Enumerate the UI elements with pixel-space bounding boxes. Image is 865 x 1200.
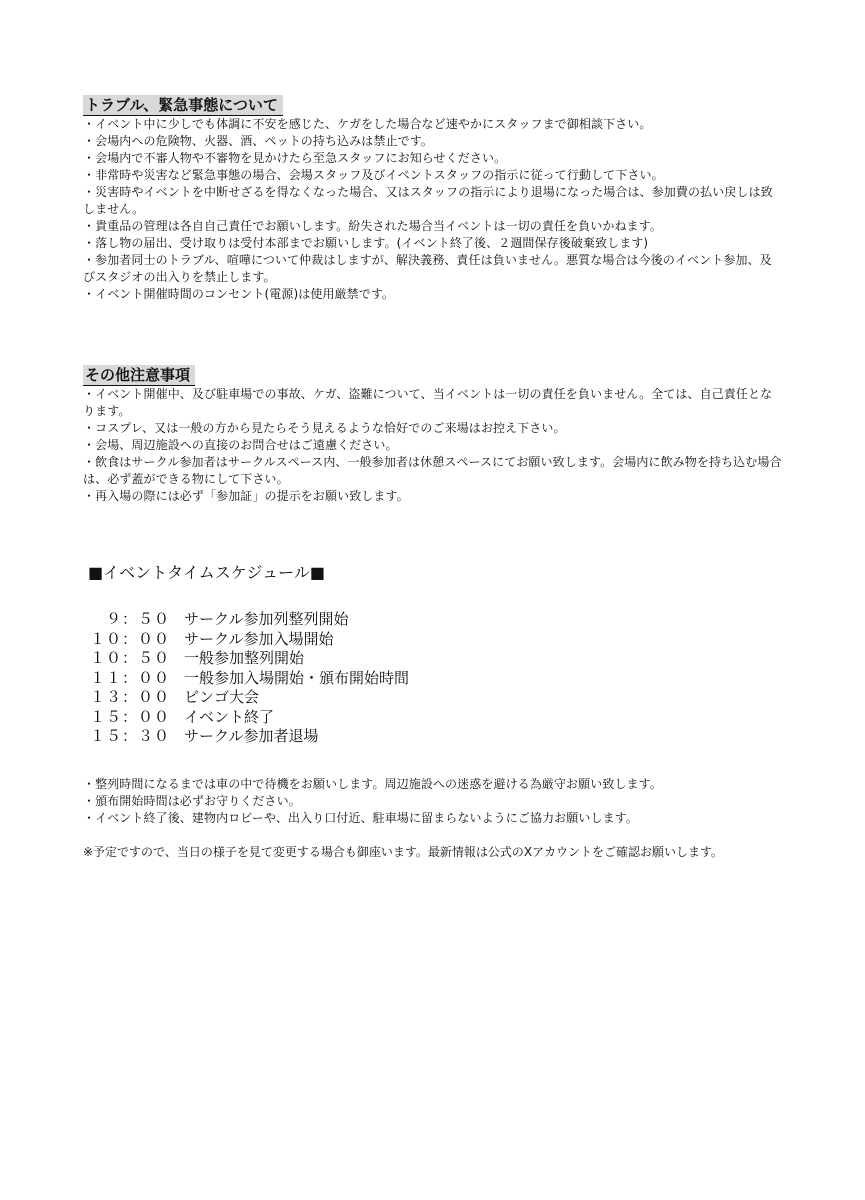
list-item: ・再入場の際には必ず「参加証」の提示をお願い致します。 (83, 489, 409, 503)
list-item: ・飲食はサークル参加者はサークルスペース内、一般参加者は休憩スペースにてお願い致します。会場内に飲み物を持ち込む場合は、必ず蓋ができる物にして下さい。 (83, 455, 782, 486)
schedule-notes-list (83, 776, 783, 827)
schedule-title: ■イベントタイムスケジュール■ (88, 563, 325, 582)
schedule-row (88, 727, 409, 747)
schedule-event: サークル参加入場開始 (184, 629, 334, 648)
list-item: ・災害時やイベントを中断せざるを得なくなった場合、又はスタッフの指示により退場になった場合は、参加費の払い戻しは致しません。 (83, 185, 773, 216)
list-item: ・会場内で不審人物や不審物を見かけたら至急スタッフにお知らせください。 (83, 151, 507, 165)
schedule-time: １１：００ (89, 668, 170, 687)
list-item: ・会場、周辺施設への直接のお問合せはご遠慮ください。 (83, 438, 398, 452)
schedule-event: ビンゴ大会 (184, 688, 260, 706)
list-item: ・コスプレ、又は一般の方から見たらそう見えるような恰好でのご来場はお控え下さい。 (83, 421, 566, 435)
schedule-time: １０：５０ (89, 649, 170, 667)
schedule-row (88, 688, 409, 708)
schedule-time: ９：５０ (105, 610, 170, 628)
other-section-heading: その他注意事項 (83, 365, 195, 386)
footer-note: ※予定ですので、当日の様子を見て変更する場合も御座います。最新情報は公式のXアカウントをご確認お願いします。 (83, 845, 724, 859)
schedule-event: イベント終了 (184, 707, 275, 726)
list-item: ・イベント開催中、及び駐車場での事故、ケガ、盗難について、当イベントは一切の責任を負いません。全ては、自己責任となります。 (83, 387, 773, 418)
schedule-row (88, 649, 409, 669)
trouble-notice-list (83, 116, 783, 303)
list-item: ・イベント開催時間のコンセント(電源)は使用厳禁です。 (83, 287, 395, 301)
trouble-section-heading: トラブル、緊急事態について (83, 95, 283, 116)
schedule-row (88, 610, 409, 630)
schedule-row (88, 630, 409, 650)
schedule-event: 一般参加入場開始・頒布開始時間 (184, 668, 410, 687)
list-item: ・会場内への危険物、火器、酒、ペットの持ち込みは禁止です。 (83, 134, 433, 148)
list-item: ・非常時や災害など緊急事態の場合、会場スタッフ及びイベントスタッフの指示に従って行動して下さい。 (83, 168, 664, 182)
schedule-time: １５：００ (89, 707, 170, 726)
list-item: ・イベント中に少しでも体調に不安を感じた、ケガをした場合など速やかにスタッフまで御相談下さい。 (83, 117, 652, 131)
list-item: ・イベント終了後、建物内ロビーや、出入り口付近、駐車場に留まらないようにご協力お願いします。 (83, 811, 638, 825)
schedule-row (88, 708, 409, 728)
schedule-time: １０：００ (89, 629, 170, 648)
schedule-event: サークル参加列整列開始 (184, 610, 349, 628)
schedule-time: １３：００ (89, 688, 170, 706)
schedule-event: サークル参加者退場 (184, 727, 319, 745)
schedule-table (88, 610, 409, 747)
schedule-row (88, 669, 409, 689)
other-notice-list (83, 386, 783, 505)
list-item: ・落し物の届出、受け取りは受付本部までお願いします。(イベント終了後、２週間保存後破棄致します) (83, 236, 649, 250)
list-item: ・貴重品の管理は各自自己責任でお願いします。紛失された場合当イベントは一切の責任を負いかねます。 (83, 219, 662, 233)
schedule-event: 一般参加整列開始 (184, 649, 305, 667)
list-item: ・頒布開始時間は必ずお守りください。 (83, 794, 301, 808)
list-item: ・整列時間になるまでは車の中で待機をお願いします。周辺施設への迷惑を避ける為厳守お願い致します。 (83, 777, 662, 791)
schedule-time: １５：３０ (89, 727, 170, 745)
list-item: ・参加者同士のトラブル、喧嘩について仲裁はしますが、解決義務、責任は負いません。悪質な場合は今後のイベント参加、及びスタジオの出入りを禁止します。 (83, 253, 772, 284)
